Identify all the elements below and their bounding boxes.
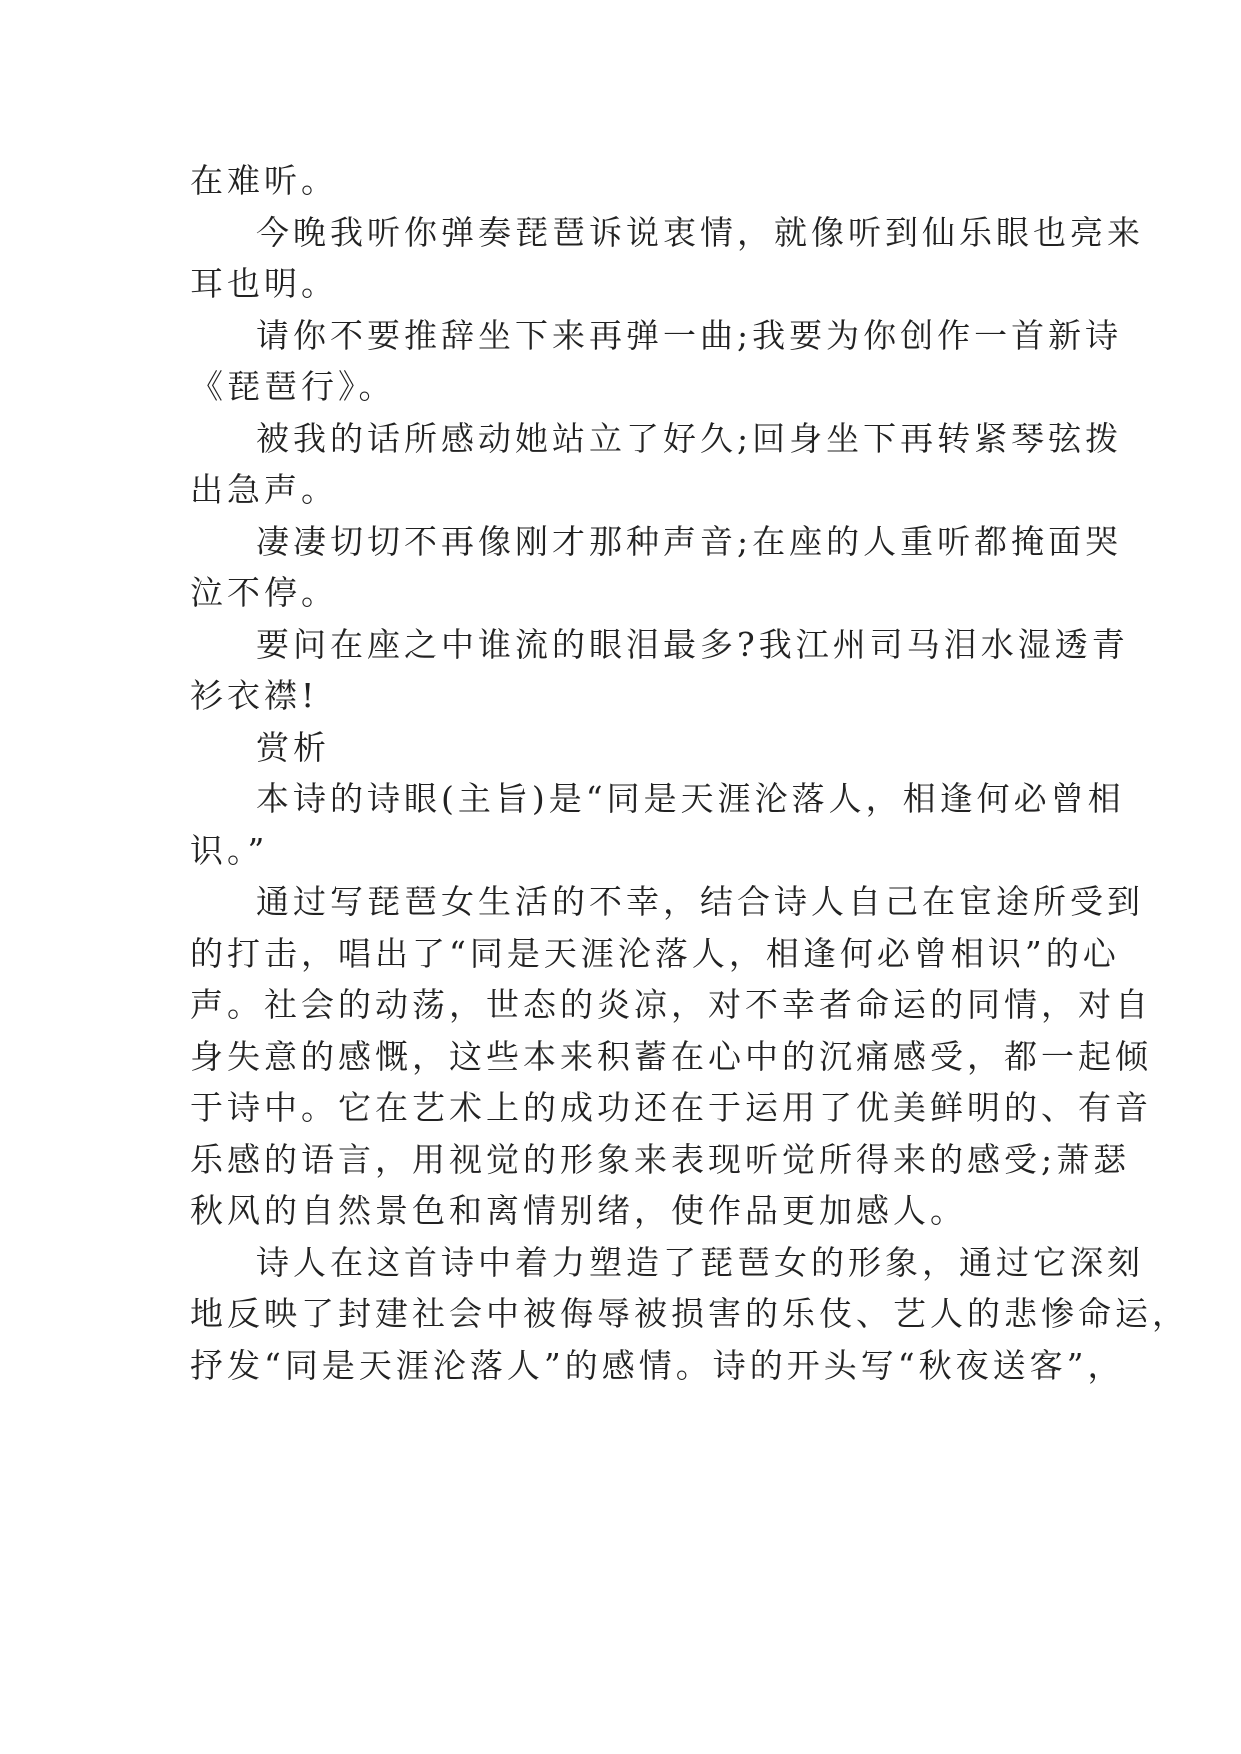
text-line: 被我的话所感动她站立了好久;回身坐下再转紧琴弦拨 [256,418,1123,458]
text-line: 赏析 [256,727,330,767]
paragraph [190,1237,1189,1392]
paragraph [190,413,1123,516]
text-line: 声。社会的动荡，世态的炎凉，对不幸者命运的同情，对自 [190,985,1152,1024]
paragraph [190,310,1123,413]
paragraph [190,207,1144,310]
text-line: 请你不要推辞坐下来再弹一曲;我要为你创作一首新诗 [256,315,1123,355]
text-line: 出急声。 [190,470,338,509]
text-line: 要问在座之中谁流的眼泪最多?我江州司马泪水湿透青 [256,624,1129,664]
text-line: 耳也明。 [190,264,338,303]
text-line: 今晚我听你弹奏琵琶诉说衷情，就像听到仙乐眼也亮来 [256,212,1144,252]
text-line: 身失意的感慨，这些本来积蓄在心中的沉痛感受，都一起倾 [190,1036,1152,1076]
text-line: 通过写琵琶女生活的不幸，结合诗人自己在宦途所受到 [256,882,1144,921]
text-line: 于诗中。它在艺术上的成功还在于运用了优美鲜明的、有音 [190,1088,1152,1127]
paragraph [190,155,1070,207]
paragraph [190,619,1129,722]
paragraph [190,876,1152,1237]
text-line: 诗人在这首诗中着力塑造了琵琶女的形象，通过它深刻 [256,1242,1144,1282]
text-line: 抒发“同是天涯沦落人”的感情。诗的开头写“秋夜送客”， [190,1345,1125,1385]
text-line: 乐感的语言，用视觉的形象来表现听觉所得来的感受;萧瑟 [190,1139,1131,1179]
text-line: 本诗的诗眼(主旨)是“同是天涯沦落人，相逢何必曾相 [256,779,1125,818]
text-line: 《琵琶行》。 [190,367,396,406]
text-line: 衫衣襟! [190,676,319,715]
text-line: 的打击，唱出了“同是天涯沦落人，相逢何必曾相识”的心 [190,933,1120,973]
text-line: 凄凄切切不再像刚才那种声音;在座的人重听都掩面哭 [256,521,1123,561]
text-line: 地反映了封建社会中被侮辱被损害的乐伎、艺人的悲惨命运， [190,1294,1189,1333]
section-heading [190,722,1070,774]
text-line: 秋风的自然景色和离情别绪，使作品更加感人。 [190,1191,967,1230]
paragraph [190,516,1123,619]
paragraph [190,773,1125,876]
document-body [190,155,1189,1391]
text-line: 识。” [190,830,269,870]
text-line: 泣不停。 [190,573,338,612]
text-line: 在难听。 [190,161,338,200]
